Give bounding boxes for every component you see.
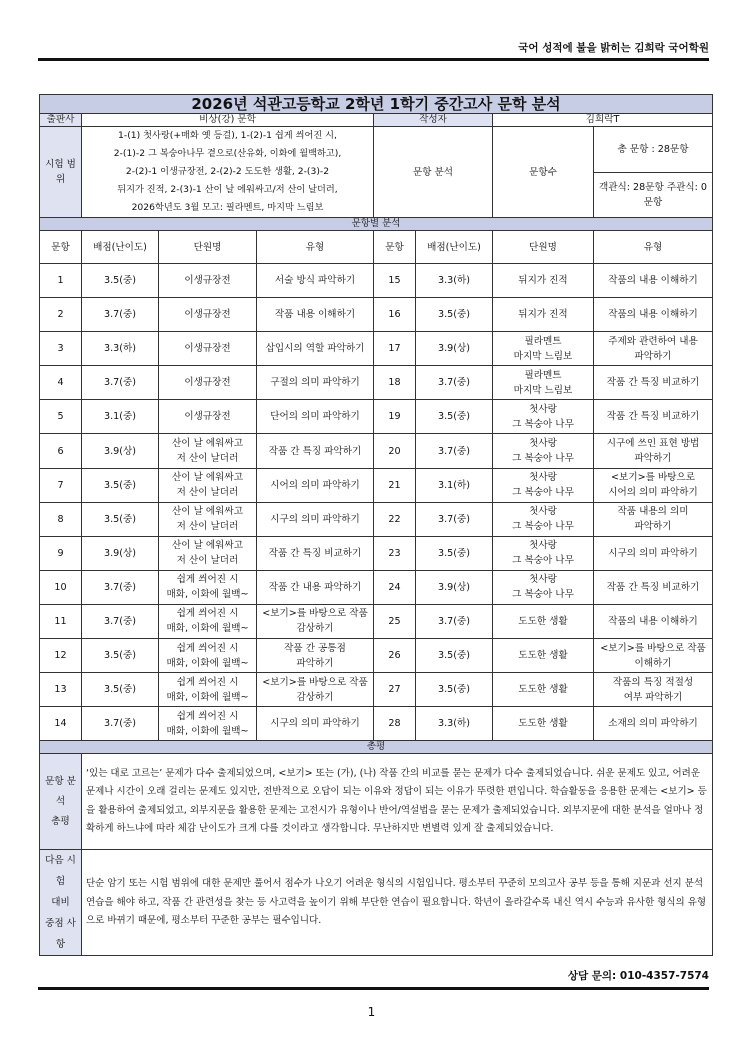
item-type: 작품의 내용 이해하기 xyxy=(594,264,713,298)
item-unit: 산이 날 에워싸고 저 산이 날더러 xyxy=(159,502,257,536)
item-unit: 쉽게 씌어진 시 매화, 이화에 월백~ xyxy=(159,707,257,741)
analysis-label: 문항 분석 xyxy=(374,127,493,218)
item-score: 3.7(중) xyxy=(416,434,493,468)
item-unit: 첫사랑 그 복숭아 나무 xyxy=(493,502,594,536)
section-summary: 총평 xyxy=(40,741,713,754)
item-number: 27 xyxy=(374,673,416,707)
item-type: 작품 간 특징 비교하기 xyxy=(594,366,713,400)
item-number: 9 xyxy=(40,536,82,570)
publisher-value: 비상(강) 문학 xyxy=(82,114,374,127)
item-unit: 쉽게 씌어진 시 매화, 이화에 월백~ xyxy=(159,673,257,707)
item-score: 3.3(하) xyxy=(416,264,493,298)
item-score: 3.5(중) xyxy=(416,400,493,434)
table-row xyxy=(40,264,713,298)
item-unit: 이생규장전 xyxy=(159,298,257,332)
item-score: 3.7(중) xyxy=(82,298,159,332)
item-unit: 도도한 생활 xyxy=(493,639,594,673)
item-unit: 뒤지가 진적 xyxy=(493,264,594,298)
col-header: 문항 xyxy=(40,231,82,264)
item-type: 시어의 의미 파악하기 xyxy=(257,468,374,502)
item-score: 3.9(상) xyxy=(416,570,493,604)
question-types: 객관식: 28문항 주관식: 0문항 xyxy=(594,172,713,218)
item-type: 시구의 의미 파악하기 xyxy=(257,502,374,536)
publisher-label: 출판사 xyxy=(40,114,82,127)
item-unit: 쉽게 씌어진 시 매화, 이화에 월백~ xyxy=(159,604,257,638)
item-number: 22 xyxy=(374,502,416,536)
item-score: 3.7(중) xyxy=(416,604,493,638)
item-number: 2 xyxy=(40,298,82,332)
table-row xyxy=(40,502,713,536)
item-score: 3.5(중) xyxy=(82,264,159,298)
item-type: 서술 방식 파악하기 xyxy=(257,264,374,298)
item-score: 3.5(중) xyxy=(82,502,159,536)
item-score: 3.5(중) xyxy=(416,673,493,707)
item-score: 3.7(중) xyxy=(416,502,493,536)
item-number: 25 xyxy=(374,604,416,638)
table-row xyxy=(40,332,713,366)
item-number: 28 xyxy=(374,707,416,741)
item-unit: 첫사랑 그 복숭아 나무 xyxy=(493,400,594,434)
item-score: 3.5(중) xyxy=(416,298,493,332)
contact-info: 상담 문의: 010-4357-7574 xyxy=(567,970,709,982)
item-unit: 산이 날 에워싸고 저 산이 날더러 xyxy=(159,434,257,468)
item-type: 시구의 의미 파악하기 xyxy=(594,536,713,570)
item-unit: 뒤지가 진적 xyxy=(493,298,594,332)
item-unit: 이생규장전 xyxy=(159,332,257,366)
item-score: 3.1(중) xyxy=(82,400,159,434)
item-score: 3.7(중) xyxy=(416,366,493,400)
item-score: 3.5(중) xyxy=(82,639,159,673)
item-type: 시구에 쓰인 표현 방법 파악하기 xyxy=(594,434,713,468)
item-number: 10 xyxy=(40,570,82,604)
col-header: 단원명 xyxy=(159,231,257,264)
item-unit: 쉽게 씌어진 시 매화, 이화에 월백~ xyxy=(159,570,257,604)
col-header: 배점(난이도) xyxy=(416,231,493,264)
item-score: 3.1(하) xyxy=(416,468,493,502)
item-type: 단어의 의미 파악하기 xyxy=(257,400,374,434)
item-number: 24 xyxy=(374,570,416,604)
item-type: 작품 내용의 의미 파악하기 xyxy=(594,502,713,536)
item-score: 3.7(중) xyxy=(82,604,159,638)
item-unit: 첫사랑 그 복숭아 나무 xyxy=(493,468,594,502)
item-score: 3.5(중) xyxy=(82,673,159,707)
table-row xyxy=(40,604,713,638)
item-score: 3.7(중) xyxy=(82,707,159,741)
item-score: 3.5(중) xyxy=(82,468,159,502)
item-type: 작품 간 특징 비교하기 xyxy=(257,536,374,570)
item-unit: 쉽게 씌어진 시 매화, 이화에 월백~ xyxy=(159,639,257,673)
summary-next-label: 다음 시험 대비 중점 사항 xyxy=(40,850,82,956)
author-label: 작성자 xyxy=(374,114,493,127)
table-row xyxy=(40,673,713,707)
top-divider xyxy=(38,58,709,61)
col-header: 유형 xyxy=(594,231,713,264)
item-number: 1 xyxy=(40,264,82,298)
item-unit: 필라멘트 마지막 느림보 xyxy=(493,332,594,366)
item-unit: 도도한 생활 xyxy=(493,604,594,638)
item-type: 작품의 특징 적절성 여부 파악하기 xyxy=(594,673,713,707)
page-title: 2026년 석관고등학교 2학년 1학기 중간고사 문학 분석 xyxy=(40,95,713,114)
item-unit: 첫사랑 그 복숭아 나무 xyxy=(493,536,594,570)
item-score: 3.5(중) xyxy=(416,639,493,673)
col-header: 유형 xyxy=(257,231,374,264)
item-number: 18 xyxy=(374,366,416,400)
summary-analysis-text: ‘있는 대로 고르는’ 문제가 다수 출제되었으며, <보기> 또는 (가), (나) 작품 간의 비교를 묻는 문제가 다수 출제되었습니다. 쉬운 문제도 있고, 어려운 문제나 시간이 오래 걸리는 문제도 있지만, 전반적으로 오답이 되는 이유와 정답이 되는 이유가 뚜렷한 편입니다. 학습활동을 응용한 문제는 <보기> 등을 활용하여 출제되었고, 외부지문을 활용한 문제는 고전시가 유형이나 반어/역설법을 묻는 문제가 출제되었습니다. 외부지문에 대한 분석을 얼마나 정확하게 하느냐에 따라 체감 난이도가 크게 다를 것이라고 생각합니다. 무난하지만 변별력 있게 잘 출제되었습니다. xyxy=(82,754,713,850)
item-number: 20 xyxy=(374,434,416,468)
item-type: <보기>를 바탕으로 작품 감상하기 xyxy=(257,673,374,707)
range-label: 시험 범위 xyxy=(40,127,82,218)
item-score: 3.9(상) xyxy=(416,332,493,366)
item-number: 7 xyxy=(40,468,82,502)
item-number: 4 xyxy=(40,366,82,400)
table-row xyxy=(40,536,713,570)
item-number: 23 xyxy=(374,536,416,570)
item-score: 3.9(상) xyxy=(82,536,159,570)
table-row xyxy=(40,366,713,400)
author-value: 김희락T xyxy=(493,114,713,127)
item-score: 3.3(하) xyxy=(416,707,493,741)
item-score: 3.7(중) xyxy=(82,366,159,400)
table-row xyxy=(40,707,713,741)
total-count: 총 문항 : 28문항 xyxy=(594,127,713,173)
item-number: 14 xyxy=(40,707,82,741)
item-type: <보기>를 바탕으로 작품 감상하기 xyxy=(257,604,374,638)
bottom-divider xyxy=(38,987,709,990)
item-number: 19 xyxy=(374,400,416,434)
col-header: 문항 xyxy=(374,231,416,264)
item-type: 구절의 의미 파악하기 xyxy=(257,366,374,400)
item-type: 작품 간 공통점 파악하기 xyxy=(257,639,374,673)
column-headers xyxy=(40,231,713,264)
item-type: 작품 간 내용 파악하기 xyxy=(257,570,374,604)
col-header: 배점(난이도) xyxy=(82,231,159,264)
item-unit: 이생규장전 xyxy=(159,264,257,298)
item-unit: 필라멘트 마지막 느림보 xyxy=(493,366,594,400)
item-unit: 첫사랑 그 복숭아 나무 xyxy=(493,570,594,604)
item-number: 11 xyxy=(40,604,82,638)
item-number: 5 xyxy=(40,400,82,434)
item-type: <보기>를 바탕으로 작품 이해하기 xyxy=(594,639,713,673)
item-number: 26 xyxy=(374,639,416,673)
item-score: 3.5(중) xyxy=(416,536,493,570)
item-number: 8 xyxy=(40,502,82,536)
item-score: 3.9(상) xyxy=(82,434,159,468)
item-unit: 이생규장전 xyxy=(159,400,257,434)
table-row xyxy=(40,434,713,468)
item-type: 작품의 내용 이해하기 xyxy=(594,604,713,638)
academy-header: 국어 성적에 불을 밝히는 김희락 국어학원 xyxy=(518,42,709,54)
item-type: 주제와 관련하여 내용 파악하기 xyxy=(594,332,713,366)
table-row xyxy=(40,468,713,502)
item-number: 3 xyxy=(40,332,82,366)
item-type: 시구의 의미 파악하기 xyxy=(257,707,374,741)
item-number: 6 xyxy=(40,434,82,468)
item-type: 작품 간 특징 비교하기 xyxy=(594,570,713,604)
item-type: 작품의 내용 이해하기 xyxy=(594,298,713,332)
item-unit: 도도한 생활 xyxy=(493,707,594,741)
analysis-table xyxy=(39,94,713,956)
item-type: 소재의 의미 파악하기 xyxy=(594,707,713,741)
item-number: 17 xyxy=(374,332,416,366)
col-header: 단원명 xyxy=(493,231,594,264)
summary-next-text: 단순 암기 또는 시험 범위에 대한 문제만 풀어서 점수가 나오기 어려운 형식의 시험입니다. 평소부터 꾸준히 모의고사 공부 등을 통해 지문과 선지 분석 연습을 해야 하고, 작품 간 관련성을 찾는 등 사고력을 높이기 위해 부단한 연습이 필요합니다. 학년이 올라갈수록 내신 역시 수능과 유사한 형식의 유형으로 바뀌기 때문에, 평소부터 꾸준한 공부는 필수입니다. xyxy=(82,850,713,956)
item-unit: 첫사랑 그 복숭아 나무 xyxy=(493,434,594,468)
item-number: 13 xyxy=(40,673,82,707)
item-type: 작품 간 특징 파악하기 xyxy=(257,434,374,468)
table-row xyxy=(40,570,713,604)
item-unit: 이생규장전 xyxy=(159,366,257,400)
item-number: 21 xyxy=(374,468,416,502)
item-unit: 산이 날 에워싸고 저 산이 날더러 xyxy=(159,536,257,570)
item-unit: 산이 날 에워싸고 저 산이 날더러 xyxy=(159,468,257,502)
item-number: 16 xyxy=(374,298,416,332)
count-label: 문항수 xyxy=(493,127,594,218)
range-text: 1-(1) 첫사랑(+매화 옛 등걸), 1-(2)-1 쉽게 씌어진 시, 2-(1)-2 그 복숭아나무 곁으로(산유화, 이화에 월백하고), 2-(2)-1 이생규장전, 2-(2)-2 도도한 생활, 2-(3)-2 뒤지가 진적, 2-(3)-1 산이 날 에워싸고/저 산이 날더러, 2026학년도 3월 모고: 필라멘트, 마지막 느림보 xyxy=(82,127,374,218)
section-item-analysis: 문항별 분석 xyxy=(40,218,713,231)
item-number: 12 xyxy=(40,639,82,673)
item-type: 작품 간 특징 비교하기 xyxy=(594,400,713,434)
page-number: 1 xyxy=(367,1005,376,1019)
item-score: 3.3(하) xyxy=(82,332,159,366)
table-row xyxy=(40,639,713,673)
item-type: 작품 내용 이해하기 xyxy=(257,298,374,332)
item-type: <보기>를 바탕으로 시어의 의미 파악하기 xyxy=(594,468,713,502)
item-type: 삽입시의 역할 파악하기 xyxy=(257,332,374,366)
item-number: 15 xyxy=(374,264,416,298)
item-score: 3.7(중) xyxy=(82,570,159,604)
summary-analysis-label: 문항 분석 총평 xyxy=(40,754,82,850)
item-unit: 도도한 생활 xyxy=(493,673,594,707)
table-row xyxy=(40,298,713,332)
table-row xyxy=(40,400,713,434)
